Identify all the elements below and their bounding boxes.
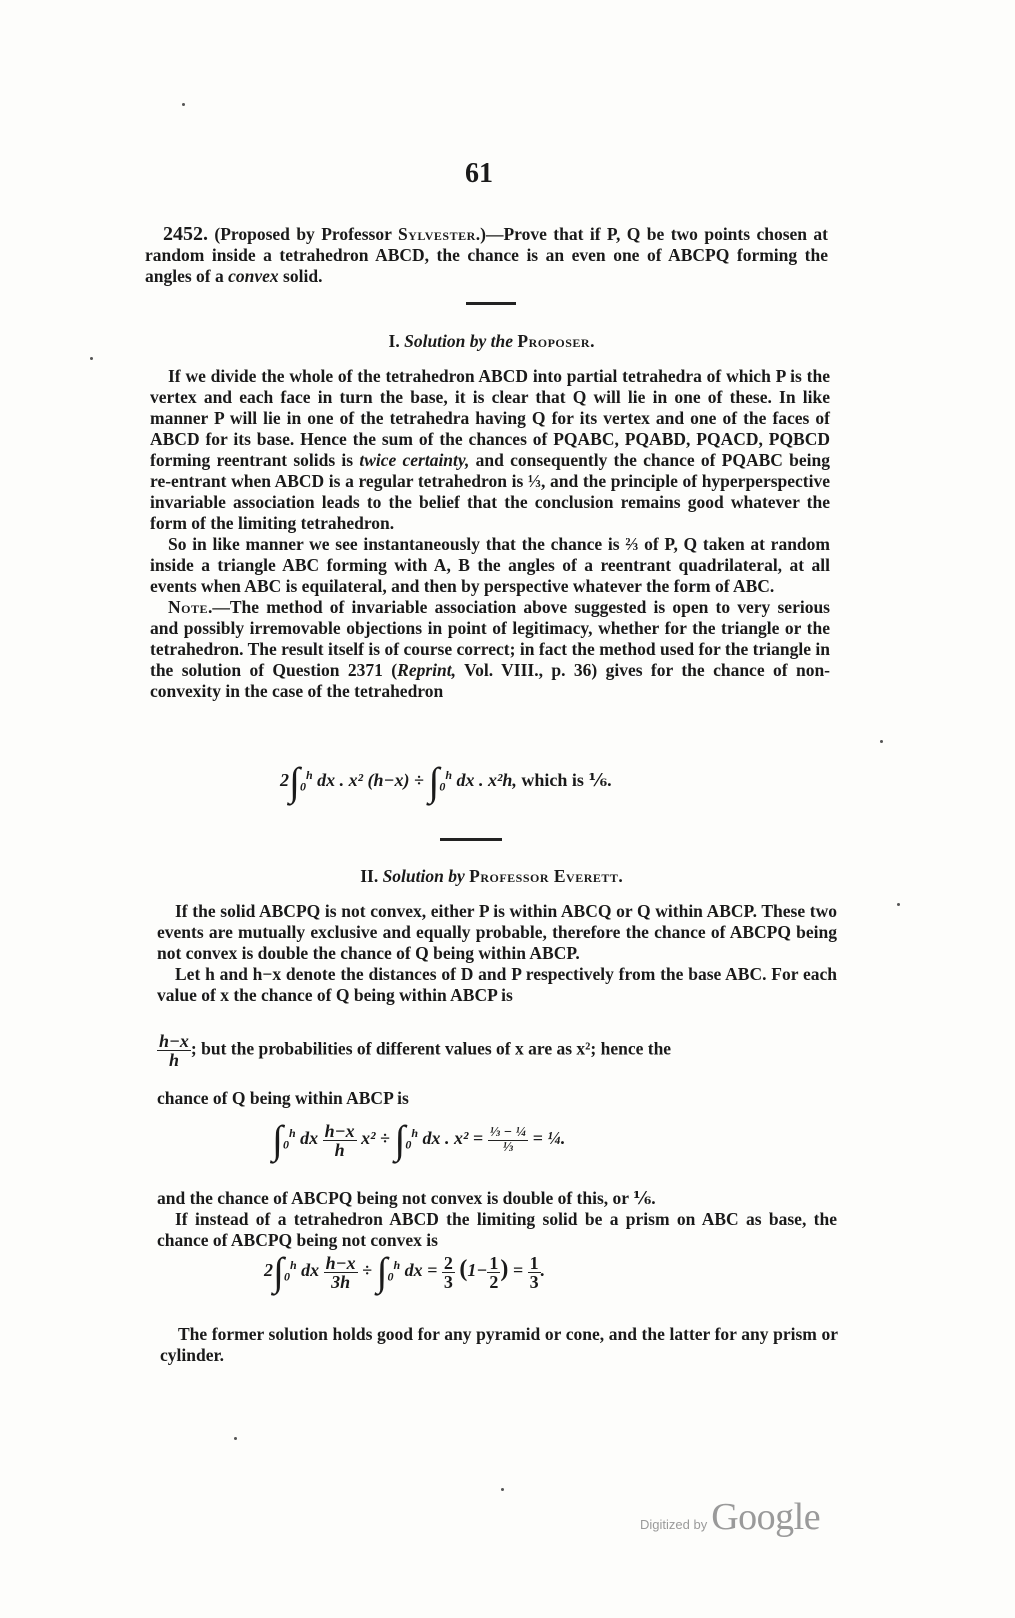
formula-chance-within: $\int_0^h$ dx $\frac{h-x}{h}$ $x^2 \div \int_0^h$ dx . x² = $\frac{\text{⅓ − ¼}}{\text{⅓}}$ = ¼. xyxy=(272,1117,566,1162)
solution-2-body-a xyxy=(157,901,837,1006)
scan-speck xyxy=(234,1437,237,1440)
solution-2-body-c xyxy=(160,1324,838,1366)
divider-rule-1 xyxy=(466,302,516,305)
solution-2-paragraph-3: and the chance of ABCPQ being not convex is double of this, or ⅙. xyxy=(157,1188,656,1208)
scan-speck xyxy=(182,103,185,106)
divider-rule-2 xyxy=(440,838,502,841)
solution-1-body xyxy=(150,366,830,702)
solution-2-body-b xyxy=(157,1188,837,1251)
solution-1-paragraph-2: So in like manner we see instantaneously that the chance is ⅔ of P, Q taken at random inside a triangle ABC forming with A, B the angles of a reentrant quadrilateral, at all events when ABC is equilateral, and then by perspective whatever the form of ABC. xyxy=(150,534,830,596)
digitized-by-label: Digitized by xyxy=(640,1517,708,1532)
scan-speck xyxy=(880,740,883,743)
google-watermark xyxy=(640,1495,820,1539)
proposer-name: Sylvester xyxy=(397,224,476,244)
solution-2-heading: II. Solution by Professor Everett. xyxy=(360,866,623,886)
fraction-h-minus-x-over-h: $\frac{h-x}{h}$ xyxy=(159,1031,189,1070)
scan-speck xyxy=(897,903,900,906)
problem-intro: (Proposed by Professor xyxy=(214,224,398,244)
solution-2-fraction-line: $\frac{h-x}{h}$ ; but the probabilities of different values of x are as x²; hence the xyxy=(159,1031,672,1070)
problem-number: 2452. xyxy=(163,223,208,245)
page-number: 61 xyxy=(465,158,493,189)
formula-non-convexity: $2\int_0^h$ dx . x² $(h-x) \div \int_0^h$ dx . x²h, which is ⅙. xyxy=(280,759,612,804)
solution-1-heading: I. Solution by the Proposer. xyxy=(388,331,595,351)
problem-statement xyxy=(145,224,828,287)
google-logo: Google xyxy=(711,1496,821,1538)
problem-end: solid. xyxy=(278,266,323,286)
scan-speck xyxy=(501,1488,504,1491)
solution-1-paragraph-1: If we divide the whole of the tetrahedron ABCD into partial tetrahedra of which P is the vertex and each face in turn the base, it is clear that Q will lie in one of these. In like manner P will lie in one of the tetrahedra having Q for its vertex and one of the faces of ABCD for its base. Hence the sum of the chances of PQABC, PQABD, PQACD, PQBCD forming reentrant solids is twice certainty, and consequently the chance of PQABC being re-entrant when ABCD is a regular tetrahedron is ⅓, and the principle of hyperperspective invariable association leads to the belief that the conclusion remains good whatever the form of the limiting tetrahedron. xyxy=(150,366,830,533)
solution-2-paragraph-5: The former solution holds good for any pyramid or cone, and the latter for any prism or cylinder. xyxy=(160,1324,838,1365)
scan-speck xyxy=(90,357,93,360)
solution-1-note: Note.—The method of invariable association above suggested is open to very serious and possibly irremovable objections in point of legitimacy, whether for the triangle or the tetrahedron. The result itself is of course correct; in fact the method used for the triangle in the solution of Question 2371 (Reprint, Vol. VIII., p. 36) gives for the chance of non-convexity in the case of the tetrahedron xyxy=(150,597,831,701)
formula-prism: $2\int_0^h$ dx $\frac{h-x}{3h}$ ÷ $\int_0^h$ dx = $\frac{2}{3}$ (1− $\frac{1}{2}$ ) = $\frac{1}{3}$ . xyxy=(264,1249,546,1294)
convex-word: convex xyxy=(228,266,279,286)
solution-2-paragraph-2: Let h and h−x denote the distances of D and P respectively from the base ABC. For each value of x the chance of Q being within ABCP is xyxy=(157,964,837,1005)
solution-2-paragraph-1: If the solid ABCPQ is not convex, either P is within ABCQ or Q within ABCP. These two events are mutually exclusive and equally probable, therefore the chance of ABCPQ being not convex is double the chance of Q being within ABCP. xyxy=(157,901,837,963)
problem-text: .)—Prove that if P, Q be two points chosen at random inside a tetrahedron ABCD, the chance is an even one of ABCPQ forming the angles of a xyxy=(145,224,828,286)
solution-2-paragraph-4: If instead of a tetrahedron ABCD the limiting solid be a prism on ABC as base, the chance of ABCPQ being not convex is xyxy=(157,1209,837,1250)
solution-2-chance-line: chance of Q being within ABCP is xyxy=(157,1088,409,1108)
formula-result: which is ⅙. xyxy=(521,770,612,791)
